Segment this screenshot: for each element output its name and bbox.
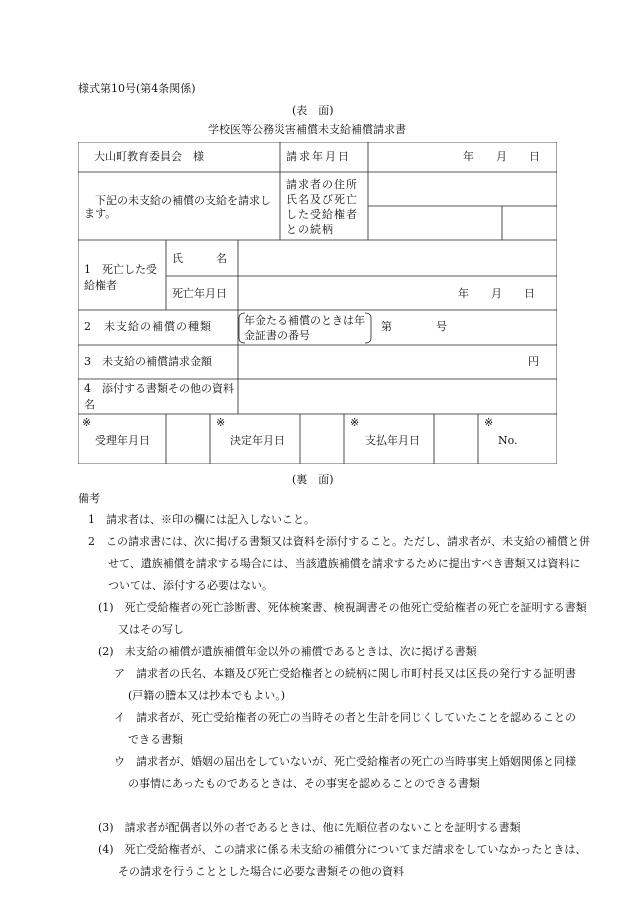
decision-date-label: 決定年月日 [230,434,285,447]
remark-2-3: (3) 請求者が配偶者以外の者であるときは、他に先順位者のないことを証明する書類 [98,821,521,834]
remark-1: 1 請求者は、※印の欄には記入しないこと。 [88,513,315,526]
remark-2-2-i: イ 請求者が、死亡受給権者の死亡の当時その者と生計を同じくしていたことを認めることのできる書類 [114,711,576,746]
item2-label: 2 未支給の補償の種類 [84,320,212,333]
received-mark: ※ [82,416,92,429]
item1-death-date-label: 死亡年月日 [172,287,227,300]
request-date-label: 請求年月日 [286,150,351,163]
form-title: 学校医等公務災害補償未支給補償請求書 [208,123,406,136]
statement-text: 下記の未支給の補償の支給を請求します。 [84,194,271,221]
bracket-right-icon [364,312,372,344]
request-date-value[interactable]: 年 月 日 [463,150,540,163]
remark-2: 2 この請求書には、次に掲げる書類又は資料を添付すること。ただし、請求者が、未支給の補償と併せて、遺族補償を請求する場合には、当該遺族補償を請求するために提出すべき書類又は資料については、添付する必要はない。 [88,535,590,592]
number-label: No. [498,434,518,447]
received-date-label: 受理年月日 [95,434,150,447]
decision-mark: ※ [216,416,226,429]
remark-2-4: (4) 死亡受給権者が、この請求に係る未支給の補償分についてまだ請求をしていなかったときは、その請求を行うこととした場合に必要な書類その他の資料 [98,843,587,878]
remark-2-2-u: ウ 請求者が、婚姻の届出をしていないが、死亡受給権者の死亡の当時事実上婚姻関係と同様の事情にあったものであるときは、その事実を認めることのできる書類 [114,755,576,790]
payment-mark: ※ [350,416,360,429]
addressee: 大山町教育委員会 様 [94,150,204,163]
item2-pension-note: 年金たる補償のときは年金証書の番号 [244,314,365,342]
item4-label: 4 添付する書類その他の資料名 [84,382,234,411]
item3-unit: 円 [528,355,539,368]
form-number: 様式第10号(第4条関係) [78,82,196,95]
front-label: (表 面) [292,104,334,117]
remark-2-1: (1) 死亡受給権者の死亡診断書、死体検案書、検視調書その他死亡受給権者の死亡を証明する書類又はその写し [98,601,587,636]
item1-label: 1 死亡した受給権者 [84,263,157,292]
remark-2-2-a: ア 請求者の氏名、本籍及び死亡受給権者との続柄に関し市町村長又は区長の発行する証明書(戸籍の謄本又は抄本でもよい。) [114,667,576,702]
item2-number-value[interactable]: 第 号 [381,320,447,333]
back-label: (裏 面) [292,473,334,486]
number-mark: ※ [484,416,494,429]
item1-name-label: 氏 名 [172,252,227,265]
item1-death-date-value[interactable]: 年 月 日 [458,287,535,300]
remark-2-2: (2) 未支給の補償が遺族補償年金以外の補償であるときは、次に掲げる書類 [98,645,477,658]
payment-date-label: 支払年月日 [365,434,420,447]
claimant-label: 請求者の住所氏名及び死亡した受給権者との続柄 [286,178,358,236]
item3-label: 3 未支給の補償請求金額 [84,355,212,368]
remarks-heading: 備考 [78,492,100,505]
bracket-left-icon [238,312,246,344]
